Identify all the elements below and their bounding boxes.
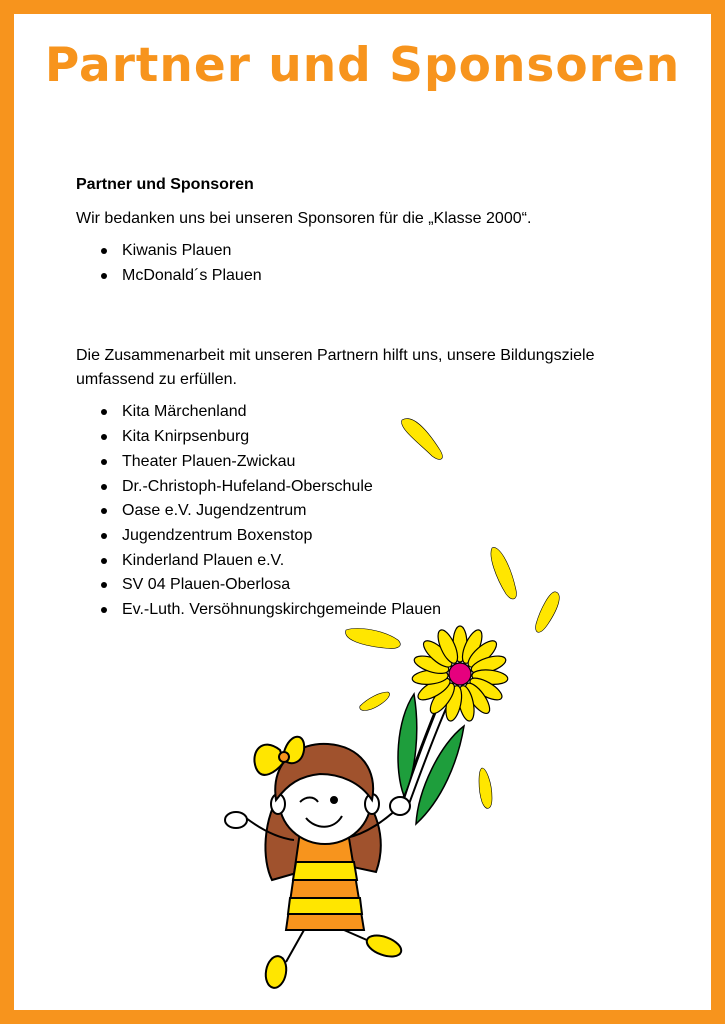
list-item: Kita Märchenland xyxy=(76,400,676,425)
flower-icon xyxy=(412,626,509,722)
list-item: SV 04 Plauen-Oberlosa xyxy=(76,573,676,598)
page-headline: Partner und Sponsoren xyxy=(44,38,681,93)
sponsor-intro: Wir bedanken uns bei unseren Sponsoren für die „Klasse 2000“. xyxy=(76,210,532,227)
list-item: McDonald´s Plauen xyxy=(76,264,676,289)
list-item: Kiwanis Plauen xyxy=(76,239,676,264)
list-item: Kinderland Plauen e.V. xyxy=(76,549,676,574)
girl-figure xyxy=(225,737,410,990)
list-item: Dr.-Christoph-Hufeland-Oberschule xyxy=(76,475,676,500)
sponsor-list xyxy=(76,239,676,288)
list-item: Jugendzentrum Boxenstop xyxy=(76,524,676,549)
girl-with-flower-illustration xyxy=(200,400,600,1000)
list-item: Kita Knirpsenburg xyxy=(76,425,676,450)
list-item: Ev.-Luth. Versöhnungskirchgemeinde Plauen xyxy=(76,598,676,623)
list-item: Oase e.V. Jugendzentrum xyxy=(76,499,676,524)
section-heading: Partner und Sponsoren xyxy=(76,176,254,193)
partner-intro: Die Zusammenarbeit mit unseren Partnern hilft uns, unsere Bildungsziele umfassend zu erfüllen. xyxy=(76,347,595,389)
list-item: Theater Plauen-Zwickau xyxy=(76,450,676,475)
